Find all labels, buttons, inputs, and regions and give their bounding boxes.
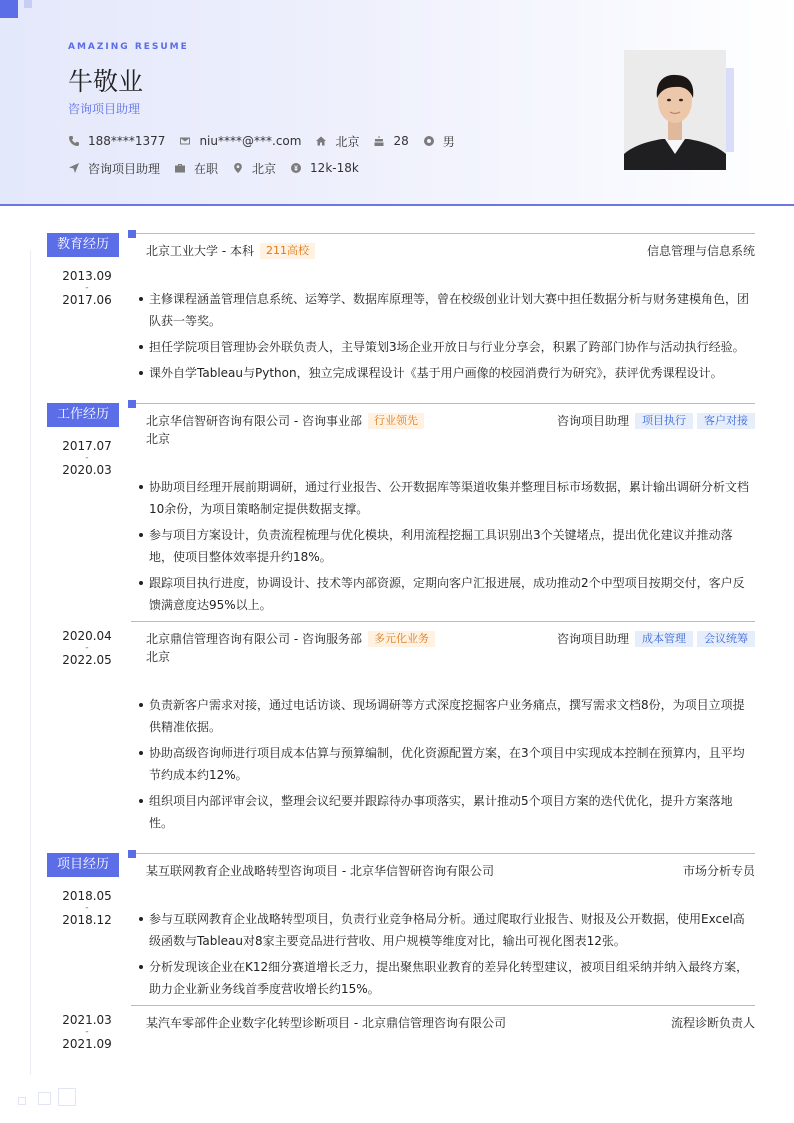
project-role: 流程诊断负责人 [670,1016,755,1030]
date-separator: - [85,283,89,293]
intent-position [68,160,160,177]
project-name: 某汽车零部件企业数字化转型诊断项目 - 北京鼎信管理咨询有限公司 [146,1016,506,1030]
education-major: 信息管理与信息系统 [646,244,755,258]
list-item: 参与互联网教育企业战略转型项目，负责行业竞争格局分析。通过爬取行业报告、财报及公开数据，使用Excel高级函数与Tableau对8家主要竞品进行营收、用户规模等维度对比，输出可视化图表12张。 [136,908,752,952]
intent-city [232,160,276,177]
decor-square [38,1092,51,1105]
section-work-heading: 工作经历 [47,403,119,427]
project-entry-header [146,1015,755,1031]
contact-phone [68,134,165,148]
section-education-heading: 教育经历 [47,233,119,257]
age-value: 28 [393,134,409,148]
section-projects-heading: 项目经历 [47,853,119,877]
work-company: 北京华信智研咨询有限公司 - 咨询事业部 [146,414,362,428]
list-item: 参与项目方案设计，负责流程梳理与优化模块，利用流程挖掘工具识别出3个关键堵点，提出优化建议并推动落地，使项目整体效率提升约18%。 [136,524,752,568]
gender-icon [423,135,435,147]
date-separator: - [85,643,89,653]
work-role: 咨询项目助理 [556,632,629,646]
project-name: 某互联网教育企业战略转型咨询项目 - 北京华信智研咨询有限公司 [146,864,494,878]
skill-tag: 客户对接 [697,413,755,429]
phone-value: 188****1377 [88,134,166,148]
intent-status-value: 在职 [194,161,219,176]
education-school: 北京工业大学 - 本科 [146,244,254,258]
date-start: 2021.03 [62,1013,112,1027]
date-end: 2022.05 [62,653,112,667]
work-dates [40,628,134,668]
contact-city [315,133,359,150]
contact-row [68,133,469,149]
section-rule [136,403,755,404]
briefcase-icon [174,162,186,174]
decor-square [58,1088,76,1106]
phone-icon [68,135,80,147]
work-entry-header [146,631,755,647]
candidate-name: 牛敬业 [68,67,144,96]
contact-age [373,134,408,148]
project-dates [40,1012,134,1052]
work-dates [40,438,134,478]
intent-position-value: 咨询项目助理 [88,161,161,176]
section-marker [128,400,136,408]
intent-salary [290,161,359,175]
list-item: 担任学院项目管理协会外联负责人，主导策划3场企业开放日与行业分享会，积累了跨部门协作与活动执行经验。 [136,336,752,358]
date-end: 2018.12 [62,913,112,927]
section-marker [128,850,136,858]
date-start: 2018.05 [62,889,112,903]
work-bullets [136,694,752,838]
skill-tag: 成本管理 [635,631,693,647]
decor-square [18,1097,26,1105]
entry-divider [131,621,755,622]
candidate-title: 咨询项目助理 [68,102,141,116]
timeline-line [30,250,31,1075]
intent-status [174,160,218,177]
education-entry-header [146,243,755,259]
project-dates [40,888,134,928]
decor-square [0,0,18,18]
gender-value: 男 [442,134,455,149]
company-badge: 行业领先 [368,413,424,429]
list-item: 组织项目内部评审会议，整理会议纪要并跟踪待办事项落实，累计推动5个项目方案的迭代优化，提升方案落地性。 [136,790,752,834]
date-start: 2020.04 [62,629,112,643]
contact-email [179,134,301,148]
school-badge: 211高校 [260,243,315,259]
email-value: niu****@***.com [199,134,302,148]
date-separator: - [85,1027,89,1037]
home-icon [315,135,327,147]
entry-divider [131,1005,755,1006]
date-start: 2017.07 [62,439,112,453]
work-city: 北京 [146,650,171,664]
intent-city-value: 北京 [252,161,277,176]
date-separator: - [85,903,89,913]
company-badge: 多元化业务 [368,631,435,647]
contact-gender [423,133,455,150]
list-item: 主修课程涵盖管理信息系统、运筹学、数据库原理等，曾在校级创业计划大赛中担任数据分析与财务建模角色，团队获一等奖。 [136,288,752,332]
work-bullets [136,476,752,620]
section-rule [136,233,755,234]
work-entry-header [146,413,755,429]
send-icon [68,162,80,174]
date-start: 2013.09 [62,269,112,283]
education-dates [40,268,134,308]
date-end: 2021.09 [62,1037,112,1051]
list-item: 课外自学Tableau与Python，独立完成课程设计《基于用户画像的校园消费行为研究》，获评优秀课程设计。 [136,362,752,384]
date-end: 2017.06 [62,293,112,307]
resume-header [0,0,794,206]
money-icon [290,162,302,174]
decor-square-small [24,0,32,8]
list-item: 跟踪项目执行进度，协调设计、技术等内部资源，定期向客户汇报进展，成功推动2个中型项目按期交付，客户反馈满意度达95%以上。 [136,572,752,616]
skill-tag: 会议统筹 [697,631,755,647]
work-company: 北京鼎信管理咨询有限公司 - 咨询服务部 [146,632,362,646]
cake-icon [373,135,385,147]
section-rule [136,853,755,854]
work-city: 北京 [146,432,171,446]
project-entry-header [146,863,755,879]
date-separator: - [85,453,89,463]
resume-tagline: AMAZING RESUME [68,42,189,52]
city-value: 北京 [335,134,360,149]
project-role: 市场分析专员 [682,864,755,878]
section-marker [128,230,136,238]
mail-icon [179,135,191,147]
profile-photo [624,50,726,170]
intent-row [68,160,373,176]
list-item: 协助项目经理开展前期调研，通过行业报告、公开数据库等渠道收集并整理目标市场数据，累计输出调研分析文档10余份，为项目策略制定提供数据支撑。 [136,476,752,520]
skill-tag: 项目执行 [635,413,693,429]
work-role: 咨询项目助理 [556,414,629,428]
list-item: 协助高级咨询师进行项目成本估算与预算编制，优化资源配置方案，在3个项目中实现成本控制在预算内，且平均节约成本约12%。 [136,742,752,786]
date-end: 2020.03 [62,463,112,477]
list-item: 分析发现该企业在K12细分赛道增长乏力，提出聚焦职业教育的差异化转型建议，被项目组采纳并纳入最终方案，助力企业新业务线首季度营收增长约15%。 [136,956,752,1000]
list-item: 负责新客户需求对接，通过电话访谈、现场调研等方式深度挖掘客户业务痛点，撰写需求文档8份，为项目立项提供精准依据。 [136,694,752,738]
project-bullets [136,908,752,1004]
location-icon [232,162,244,174]
intent-salary-value: 12k-18k [310,161,359,175]
education-bullets [136,288,752,388]
